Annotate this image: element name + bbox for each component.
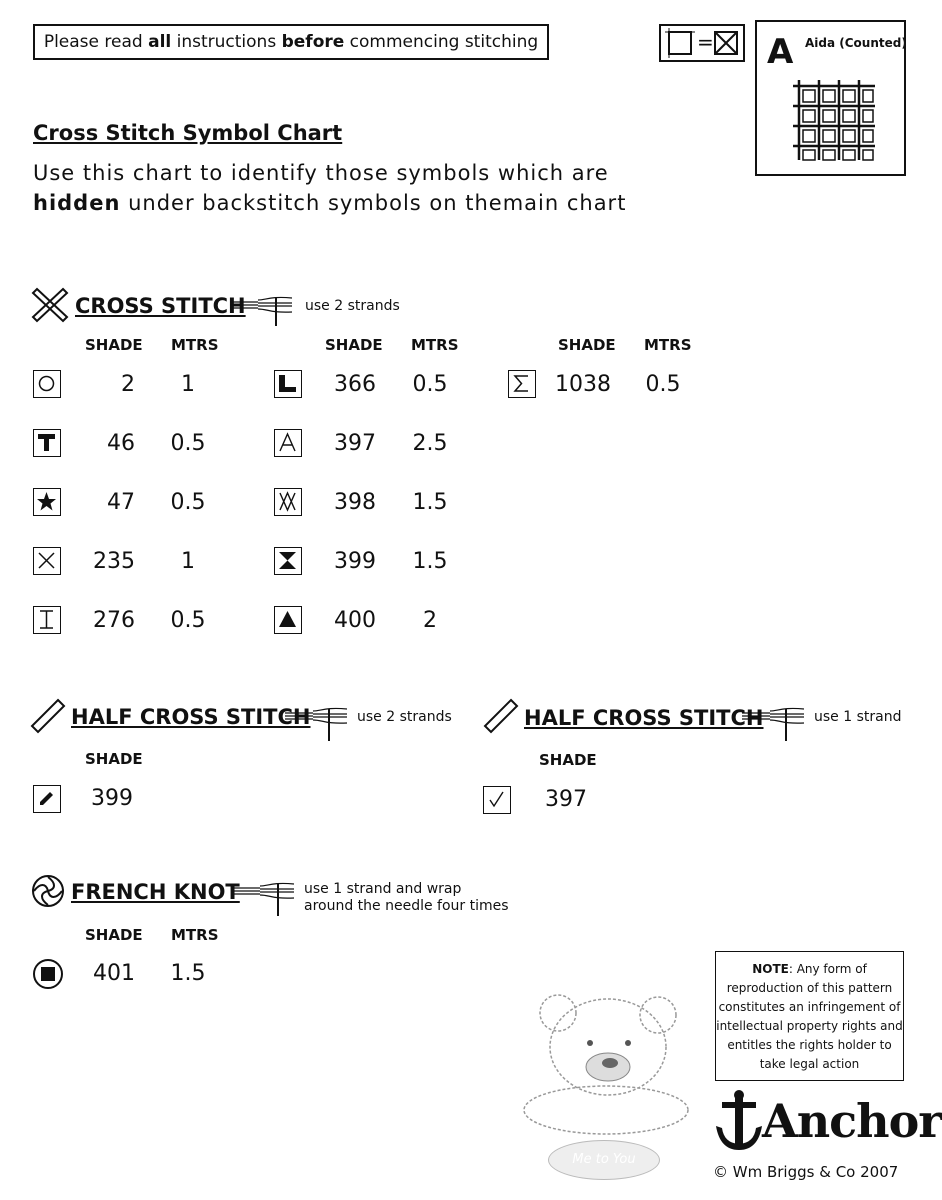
mtrs-value: 1.5: [412, 549, 448, 574]
shade-value: 399: [91, 786, 133, 811]
needle-thread-icon: [232, 880, 298, 916]
teddy-bear-illustration: [518, 985, 693, 1135]
a-outline-icon: [274, 429, 302, 457]
page-title: Cross Stitch Symbol Chart: [33, 121, 343, 145]
half-cross-strands: use 1 strand: [814, 709, 902, 725]
anchor-icon: [714, 1088, 764, 1154]
shade-value: 399: [334, 549, 376, 574]
needle-thread-icon: [230, 294, 296, 330]
shade-value: 46: [107, 431, 135, 456]
half-cross-stitch-title: HALF CROSS STITCH: [71, 705, 311, 729]
shade-value: 2: [121, 372, 135, 397]
t-block-icon: [33, 429, 61, 457]
shade-value: 397: [545, 787, 587, 812]
equals-sign: =: [697, 30, 714, 54]
star-icon: [33, 488, 61, 516]
shade-header: SHADE: [85, 926, 143, 944]
shade-value: 401: [93, 961, 135, 986]
shade-value: 397: [334, 431, 376, 456]
shade-value: 400: [334, 608, 376, 633]
mtrs-value: 0.5: [645, 372, 681, 397]
copyright-text: © Wm Briggs & Co 2007: [713, 1163, 899, 1181]
check-icon: [483, 786, 511, 814]
shade-value: 366: [334, 372, 376, 397]
mtrs-value: 1.5: [412, 490, 448, 515]
mtrs-value: 2: [423, 608, 437, 633]
shade-header: SHADE: [539, 751, 597, 769]
half-cross-stitch-title: HALF CROSS STITCH: [524, 706, 764, 730]
aida-weave-icon: [789, 76, 879, 164]
l-block-icon: [274, 370, 302, 398]
shade-value: 276: [93, 608, 135, 633]
circle-icon: [33, 370, 61, 398]
half-cross-strands: use 2 strands: [357, 709, 452, 725]
shade-value: 398: [334, 490, 376, 515]
shade-header: SHADE: [325, 336, 383, 354]
me-to-you-tag: Me to You: [548, 1140, 660, 1180]
i-beam-icon: [33, 606, 61, 634]
shade-header: SHADE: [85, 750, 143, 768]
intro-text: Use this chart to identify those symbols which are hidden under backstitch symbols on themain chart: [33, 161, 627, 215]
mtrs-header: MTRS: [411, 336, 459, 354]
shade-value: 235: [93, 549, 135, 574]
mtrs-header: MTRS: [171, 926, 219, 944]
french-knot-strands: use 1 strand and wrap around the needle four times: [304, 881, 509, 914]
cross-stitch-strands: use 2 strands: [305, 298, 400, 314]
x-icon: [33, 547, 61, 575]
solid-triangle-icon: [274, 606, 302, 634]
mtrs-value: 2.5: [412, 431, 448, 456]
hourglass-icon: [274, 547, 302, 575]
fabric-info-box: [755, 20, 906, 176]
mtrs-value: 1: [181, 549, 195, 574]
shade-value: 47: [107, 490, 135, 515]
fabric-label: Aida (Counted): [805, 36, 907, 50]
needle-thread-icon: [742, 705, 808, 741]
shade-header: SHADE: [85, 336, 143, 354]
french-knot-icon: [30, 873, 66, 909]
shade-header: SHADE: [558, 336, 616, 354]
cross-stitch-title: CROSS STITCH: [75, 294, 246, 318]
instructions-notice: Please read all instructions before commencing stitching: [33, 24, 549, 60]
needle-thread-icon: [285, 705, 351, 741]
stitch-legend: [659, 24, 745, 62]
mtrs-value: 0.5: [412, 372, 448, 397]
mtrs-value: 0.5: [170, 431, 206, 456]
french-knot-title: FRENCH KNOT: [71, 880, 240, 904]
slash-icon: [33, 785, 61, 813]
mtrs-value: 1: [181, 372, 195, 397]
mtrs-value: 0.5: [170, 490, 206, 515]
anchor-brand: Anchor: [762, 1094, 942, 1148]
mtrs-header: MTRS: [171, 336, 219, 354]
half-cross-stitch-icon: [483, 698, 519, 734]
mtrs-header: MTRS: [644, 336, 692, 354]
filled-square-in-circle-icon: [32, 958, 64, 990]
crossed-a-icon: [274, 488, 302, 516]
mtrs-value: 1.5: [170, 961, 206, 986]
cross-stitch-icon: [31, 287, 69, 323]
shade-value: 1038: [555, 372, 611, 397]
sigma-icon: [508, 370, 536, 398]
fabric-letter: A: [767, 32, 794, 72]
half-cross-stitch-icon: [30, 698, 66, 734]
copyright-note: NOTE: Any form of reproduction of this pattern constitutes an infringement of intellectual property rights and entitles the rights holder to take legal action: [715, 951, 904, 1081]
mtrs-value: 0.5: [170, 608, 206, 633]
